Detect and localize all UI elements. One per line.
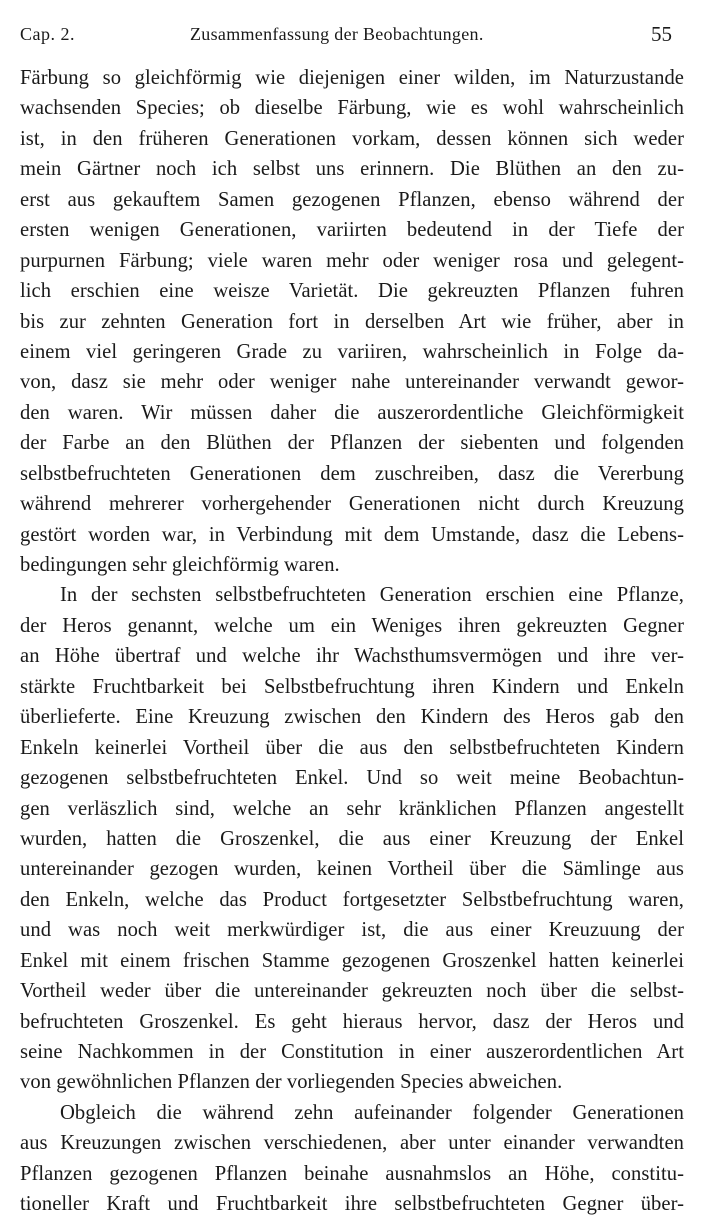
text-line: Färbung so gleichförmig wie diejenigen einer wilden, im Naturzustande [20, 67, 684, 89]
text-line: und was noch weit merkwürdiger ist, die aus einer Kreuzuung der [20, 919, 684, 942]
text-line: der Farbe an den Blüthen der Pflanzen der siebenten und folgenden [20, 432, 684, 455]
text-line: befruchteten Groszenkel. Es geht hieraus hervor, dasz der Heros und [20, 1010, 684, 1033]
text-line: Enkel mit einem frischen Stamme gezogenen Groszenkel hatten keinerlei [20, 949, 684, 972]
running-title: Zusammenfassung der Beobachtungen. [190, 24, 484, 44]
text-line: gen verläszlich sind, welche an sehr kränklichen Pflanzen angestellt [20, 797, 684, 820]
text-line: stärkte Fruchtbarkeit bei Selbstbefruchtung ihren Kindern und Enkeln [20, 675, 684, 698]
text-line: wurden, hatten die Groszenkel, die aus einer Kreuzung der Enkel [20, 827, 684, 850]
text-line: von gewöhnlichen Pflanzen der vorliegenden Species abweichen. [20, 1071, 563, 1094]
text-line: Vortheil weder über die untereinander gekreuzten noch über die selbst- [20, 980, 684, 1003]
text-line: bis zur zehnten Generation fort in derselben Art wie früher, aber in [20, 310, 684, 333]
text-line: gestört worden war, in Verbindung mit dem Umstande, dasz die Lebens- [20, 523, 684, 546]
text-line: mein Gärtner noch ich selbst uns erinnern. Die Blüthen an den zu- [20, 158, 684, 181]
text-line: überlieferte. Eine Kreuzung zwischen den Kindern des Heros gab den [20, 706, 684, 729]
text-line: den waren. Wir müssen daher die auszerordentliche Gleichförmigkeit [20, 401, 684, 424]
text-line: untereinander gezogen wurden, keinen Vortheil über die Sämlinge aus [20, 858, 684, 881]
text-line: purpurnen Färbung; viele waren mehr oder weniger rosa und gelegent- [20, 249, 684, 272]
text-line: einem viel geringeren Grade zu variiren, wahrscheinlich in Folge da- [20, 340, 684, 363]
text-line: ist, in den früheren Generationen vorkam, dessen können sich weder [20, 127, 684, 150]
chapter-label: Cap. 2. [20, 24, 75, 44]
text-line: bedingungen sehr gleichförmig waren. [20, 554, 340, 576]
text-line: während mehrerer vorhergehender Generationen nicht durch Kreuzung [20, 493, 684, 516]
page-number: 55 [651, 22, 672, 46]
text-line: Pflanzen gezogenen Pflanzen beinahe ausnahmslos an Höhe, constitu- [20, 1162, 684, 1185]
text-line: ersten wenigen Generationen, variirten bedeutend in der Tiefe der [20, 219, 684, 242]
running-header [20, 24, 672, 54]
text-line: In der sechsten selbstbefruchteten Generation erschien eine Pflanze, [60, 584, 684, 607]
text-line: gezogenen selbstbefruchteten Enkel. Und so weit meine Beobachtun- [20, 767, 684, 790]
text-line: erst aus gekauftem Samen gezogenen Pflanzen, ebenso während der [20, 188, 684, 211]
text-line: tioneller Kraft und Fruchtbarkeit ihre selbstbefruchteten Gegner über- [20, 1193, 684, 1216]
text-line: Obgleich die während zehn aufeinander folgender Generationen [60, 1101, 684, 1124]
body-text [20, 63, 684, 1220]
text-line: selbstbefruchteten Generationen dem zuschreiben, dasz die Vererbung [20, 462, 684, 485]
text-line: wachsenden Species; ob dieselbe Färbung, wie es wohl wahrscheinlich [20, 97, 684, 120]
text-line: Enkeln keinerlei Vortheil über die aus den selbstbefruchteten Kindern [20, 736, 684, 759]
text-line: von, dasz sie mehr oder weniger nahe untereinander verwandt gewor- [20, 371, 684, 394]
text-line: den Enkeln, welche das Product fortgesetzter Selbstbefruchtung waren, [20, 888, 684, 911]
text-line: der Heros genannt, welche um ein Weniges ihren gekreuzten Gegner [20, 614, 684, 637]
text-line: aus Kreuzungen zwischen verschiedenen, aber unter einander verwandten [20, 1132, 684, 1155]
text-line: an Höhe übertraf und welche ihr Wachsthumsvermögen und ihre ver- [20, 645, 684, 668]
text-line: lich erschien eine weisze Varietät. Die gekreuzten Pflanzen fuhren [20, 280, 684, 303]
text-line: seine Nachkommen in der Constitution in einer auszerordentlichen Art [20, 1041, 684, 1063]
